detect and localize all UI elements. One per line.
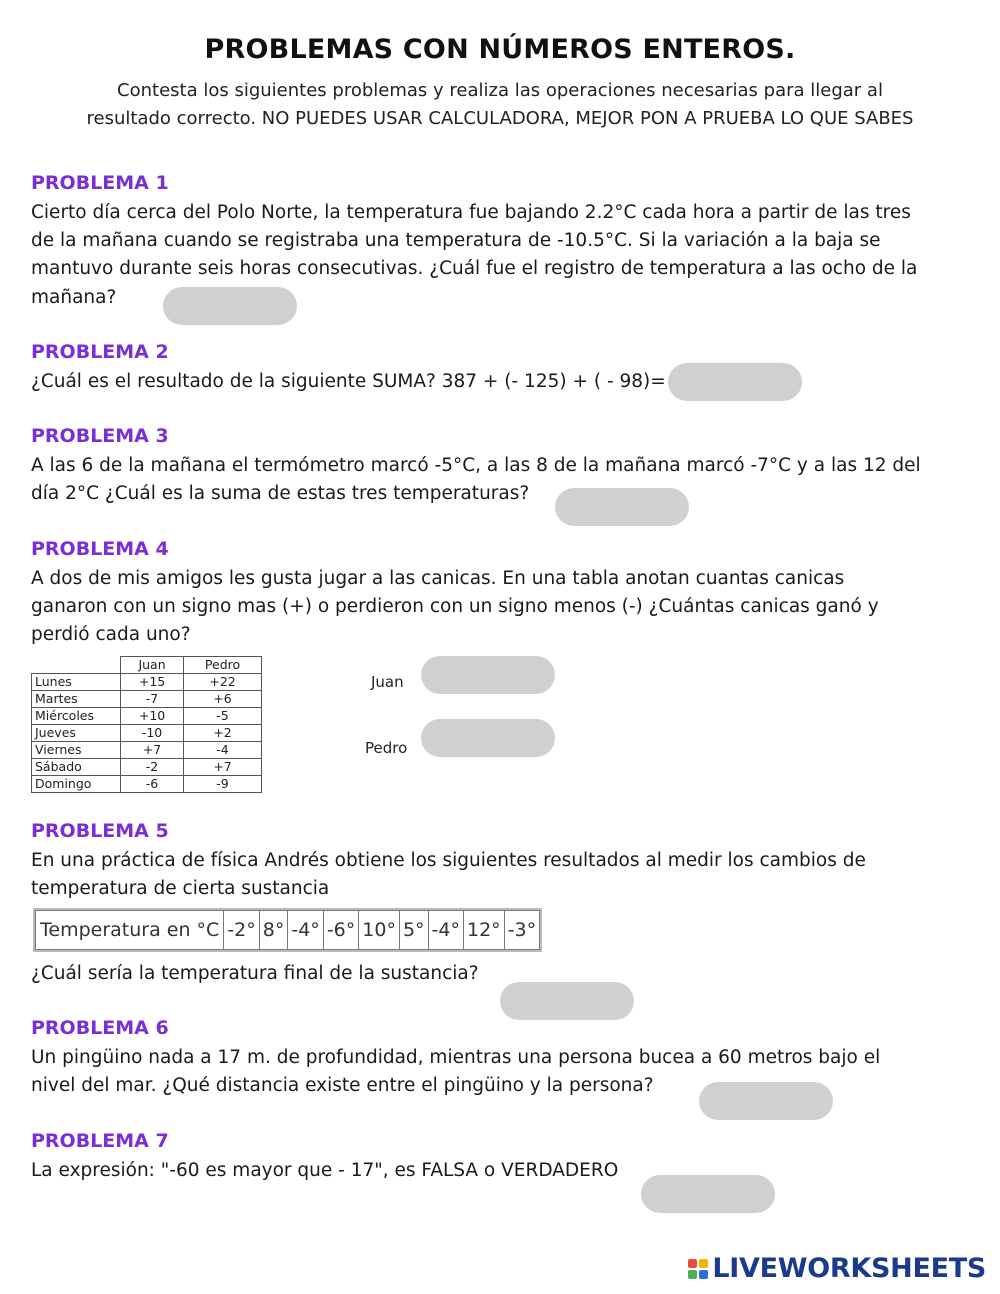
- problem-5-heading: PROBLEMA 5: [31, 820, 169, 842]
- problem-3-line: A las 6 de la mañana el termómetro marcó -5°C, a las 8 de la mañana marcó -7°C y a las 12 del: [31, 455, 921, 476]
- table-cell-day: Lunes: [32, 674, 121, 691]
- table-row: [32, 708, 262, 725]
- problem-1-line: Cierto día cerca del Polo Norte, la temperatura fue bajando 2.2°C cada hora a partir de las tres: [31, 202, 911, 223]
- table-cell-day: Miércoles: [32, 708, 121, 725]
- logo-tile: [699, 1270, 708, 1279]
- pedro-answer-label: Pedro: [365, 739, 408, 757]
- table-cell-juan: -6: [121, 776, 184, 793]
- logo-tile: [688, 1259, 697, 1268]
- problem-7-line: La expresión: "-60 es mayor que - 17", es FALSA o VERDADERO: [31, 1160, 619, 1181]
- marbles-table-header-row: [32, 657, 262, 674]
- temperature-value: -4°: [288, 911, 323, 950]
- temperature-value: -3°: [504, 911, 539, 950]
- problem-1-answer-input[interactable]: [163, 287, 297, 325]
- problem-2-text: [31, 368, 961, 396]
- juan-answer-label: Juan: [371, 673, 404, 691]
- problem-6-line: Un pingüino nada a 17 m. de profundidad, mientras una persona bucea a 60 metros bajo el: [31, 1047, 881, 1068]
- table-cell-juan: -10: [121, 725, 184, 742]
- table-row: [32, 725, 262, 742]
- table-cell-pedro: -9: [184, 776, 262, 793]
- temperature-value: -6°: [323, 911, 358, 950]
- problem-4-line: A dos de mis amigos les gusta jugar a las canicas. En una tabla anotan cuantas canicas: [31, 568, 845, 589]
- instructions: [40, 77, 960, 133]
- table-row: [32, 742, 262, 759]
- table-cell-day: Martes: [32, 691, 121, 708]
- marbles-table-corner: [32, 657, 121, 674]
- liveworksheets-logo-text: LIVEWORKSHEETS: [712, 1253, 986, 1284]
- table-cell-juan: +15: [121, 674, 184, 691]
- marbles-col-juan: Juan: [121, 657, 184, 674]
- problem-2-line: ¿Cuál es el resultado de la siguiente SUMA? 387 + (- 125) + ( - 98)=: [31, 371, 666, 392]
- table-row: [32, 691, 262, 708]
- temperature-value: 12°: [464, 911, 505, 950]
- problem-5-answer-input[interactable]: [500, 982, 634, 1020]
- problem-3-answer-input[interactable]: [555, 488, 689, 526]
- table-cell-pedro: +22: [184, 674, 262, 691]
- table-cell-juan: -7: [121, 691, 184, 708]
- temperature-value: 8°: [259, 911, 288, 950]
- problem-5-line: En una práctica de física Andrés obtiene los siguientes resultados al medir los cambios de: [31, 850, 866, 871]
- liveworksheets-logo-icon: [688, 1259, 708, 1279]
- logo-tile: [688, 1270, 697, 1279]
- problem-5-question: ¿Cuál sería la temperatura final de la sustancia?: [31, 963, 479, 984]
- temperature-value: -2°: [224, 911, 259, 950]
- problem-4-text: [31, 565, 961, 650]
- table-cell-juan: -2: [121, 759, 184, 776]
- table-row: [36, 911, 540, 950]
- temperature-value: -4°: [428, 911, 463, 950]
- problem-4-heading: PROBLEMA 4: [31, 538, 169, 560]
- table-cell-day: Jueves: [32, 725, 121, 742]
- problem-7-answer-input[interactable]: [641, 1175, 775, 1213]
- table-cell-day: Domingo: [32, 776, 121, 793]
- table-cell-juan: +10: [121, 708, 184, 725]
- problem-6-answer-input[interactable]: [699, 1082, 833, 1120]
- problem-3-heading: PROBLEMA 3: [31, 425, 169, 447]
- table-cell-day: Sábado: [32, 759, 121, 776]
- problem-1-line: de la mañana cuando se registraba una temperatura de -10.5°C. Si la variación a la baja se: [31, 230, 881, 252]
- table-row: [32, 776, 262, 793]
- problem-1-heading: PROBLEMA 1: [31, 172, 169, 194]
- table-cell-pedro: -5: [184, 708, 262, 725]
- problem-4-line: ganaron con un signo mas (+) o perdieron con un signo menos (-) ¿Cuántas canicas ganó y: [31, 596, 879, 618]
- problem-6-heading: PROBLEMA 6: [31, 1017, 169, 1039]
- problem-1-line: mantuvo durante seis horas consecutivas. ¿Cuál fue el registro de temperatura a las ocho de la: [31, 258, 918, 280]
- temperature-label: Temperatura en °C: [36, 911, 224, 950]
- problem-3-text: [31, 452, 961, 508]
- liveworksheets-logo[interactable]: [688, 1253, 986, 1284]
- instructions-line-1: Contesta los siguientes problemas y realiza las operaciones necesarias para llegar al: [117, 80, 883, 101]
- problem-4-line: perdió cada uno?: [31, 624, 191, 646]
- logo-tile: [699, 1259, 708, 1268]
- problem-1-line: mañana?: [31, 286, 117, 308]
- temperature-table: [35, 910, 540, 950]
- instructions-line-2: resultado correcto. NO PUEDES USAR CALCULADORA, MEJOR PON A PRUEBA LO QUE SABES: [86, 108, 914, 129]
- table-row: [32, 759, 262, 776]
- problem-7-text: [31, 1157, 961, 1185]
- table-cell-pedro: +7: [184, 759, 262, 776]
- table-cell-juan: +7: [121, 742, 184, 759]
- problem-4-juan-answer-input[interactable]: [421, 656, 555, 694]
- temperature-value: 10°: [359, 911, 400, 950]
- marbles-col-pedro: Pedro: [184, 657, 262, 674]
- marbles-table: [31, 656, 262, 793]
- problem-7-heading: PROBLEMA 7: [31, 1130, 169, 1152]
- temperature-value: 5°: [399, 911, 428, 950]
- problem-3-line: día 2°C ¿Cuál es la suma de estas tres temperaturas?: [31, 483, 530, 505]
- problem-2-heading: PROBLEMA 2: [31, 341, 169, 363]
- page-title: PROBLEMAS CON NÚMEROS ENTEROS.: [204, 34, 796, 65]
- problem-5-line: temperatura de cierta sustancia: [31, 878, 330, 900]
- problem-5-text: [31, 847, 961, 903]
- problem-6-line: nivel del mar. ¿Qué distancia existe entre el pingüino y la persona?: [31, 1075, 654, 1097]
- table-cell-pedro: +6: [184, 691, 262, 708]
- table-cell-pedro: +2: [184, 725, 262, 742]
- problem-4-pedro-answer-input[interactable]: [421, 719, 555, 757]
- table-cell-day: Viernes: [32, 742, 121, 759]
- table-row: [32, 674, 262, 691]
- problem-2-answer-input[interactable]: [668, 363, 802, 401]
- table-cell-pedro: -4: [184, 742, 262, 759]
